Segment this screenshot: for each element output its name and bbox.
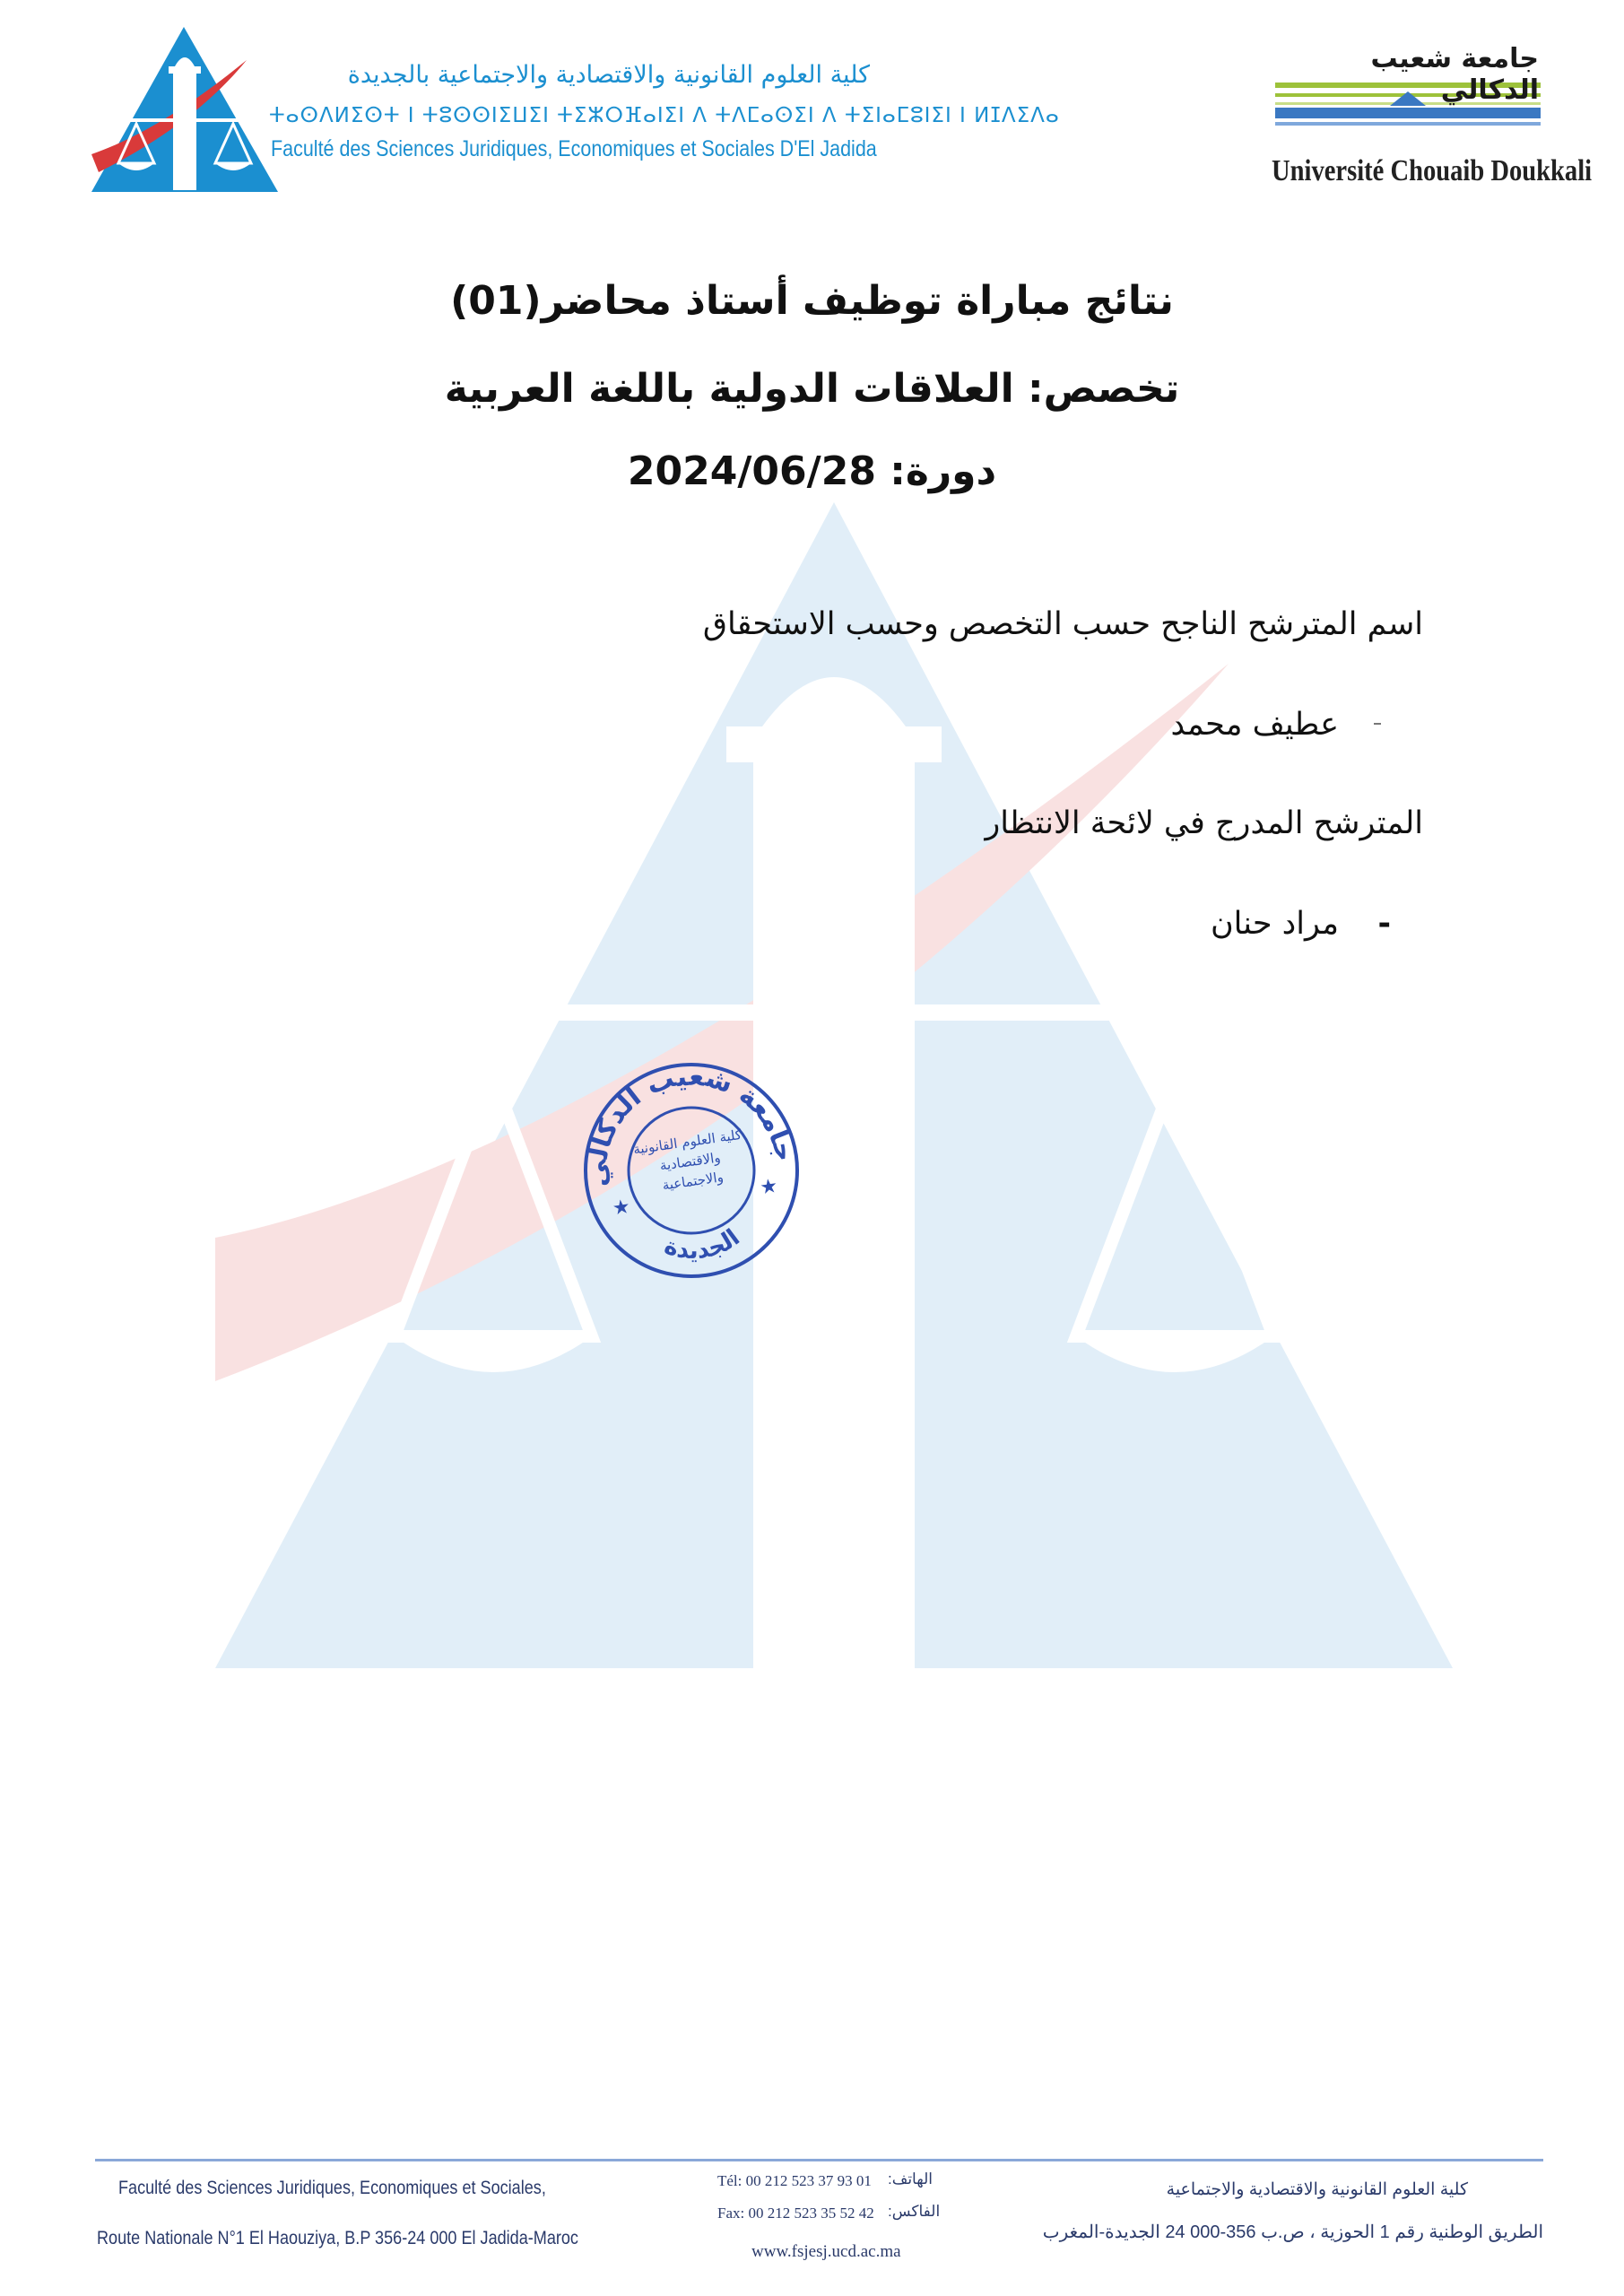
list-bullet: - <box>1377 906 1391 942</box>
document-title: نتائج مباراة توظيف أستاذ محاضر(01) <box>450 278 1174 324</box>
footer-fax: Fax: 00 212 523 35 52 42 <box>717 2205 874 2222</box>
footer-telephone: Tél: 00 212 523 37 93 01 <box>717 2172 872 2189</box>
faculty-logo <box>90 20 282 199</box>
faculty-name-french: Faculté des Sciences Juridiques, Economiques et Sociales D'El Jadida <box>271 136 877 161</box>
list-bullet <box>1374 723 1381 725</box>
footer-faculty-name-arabic: كلية العلوم القانونية والاقتصادية والاجتماعية <box>1166 2180 1468 2199</box>
successful-candidate-name: عطيف محمد <box>1170 707 1339 743</box>
university-name-french: Université Chouaib Doukkali <box>1272 154 1593 187</box>
footer-fax-label-arabic: الفاكس: <box>888 2203 941 2220</box>
watermark-emblem <box>215 502 1453 1668</box>
faculty-name-tifinagh: ⵜⴰⵙⴷⵍⵉⵙⵜ ⵏ ⵜⵓⵙⵙⵏⵉⵡⵉⵏ ⵜⵉⵣⵔⴼⴰⵏⵉⵏ ⴷ ⵜⴷⵎⴰⵙⵉⵏ ⴷ ⵜⵉⵏⴰⵎⵓⵏⵉⵏ ⵏ ⵍⵊⴷⵉⴷⴰ <box>269 104 1060 127</box>
footer-website-link[interactable]: www.fsjesj.ucd.ac.ma <box>751 2242 901 2261</box>
footer-faculty-name-french: Faculté des Sciences Juridiques, Economiques et Sociales, <box>118 2178 546 2198</box>
successful-candidate-heading: اسم المترشح الناجح حسب التخصص وحسب الاستحقاق <box>702 606 1423 642</box>
svg-text:★: ★ <box>611 1196 632 1221</box>
waitlist-heading: المترشح المدرج في لائحة الانتظار <box>985 805 1423 841</box>
footer-divider <box>95 2159 1543 2161</box>
faculty-name-arabic: كلية العلوم القانونية والاقتصادية والاجتماعية بالجديدة <box>347 61 870 89</box>
footer-telephone-label-arabic: الهاتف: <box>888 2170 933 2187</box>
stamp-inner-text: كلية العلوم القانونية والاقتصادية والاجتماعية <box>631 1126 743 1194</box>
specialty-heading: تخصص: العلاقات الدولية باللغة العربية <box>444 366 1180 412</box>
svg-text:★: ★ <box>758 1174 779 1200</box>
footer-address-french: Route Nationale N°1 El Haouziya, B.P 356-24 000 El Jadida-Maroc <box>97 2228 578 2248</box>
waitlist-candidate-name: مراد حنان <box>1210 906 1339 942</box>
svg-text:الجديدة: الجديدة <box>661 1224 745 1265</box>
official-stamp <box>581 1049 802 1292</box>
session-date: دورة: 2024/06/28 <box>627 448 997 494</box>
svg-text:جامعة شعيب الدكالي: جامعة شعيب الدكالي <box>581 1060 801 1187</box>
footer-address-arabic: الطريق الوطنية رقم 1 الحوزية ، ص.ب 356-000 24 الجديدة-المغرب <box>1042 2222 1543 2242</box>
university-name-arabic: جامعة شعيب الدكالي <box>1370 43 1539 106</box>
